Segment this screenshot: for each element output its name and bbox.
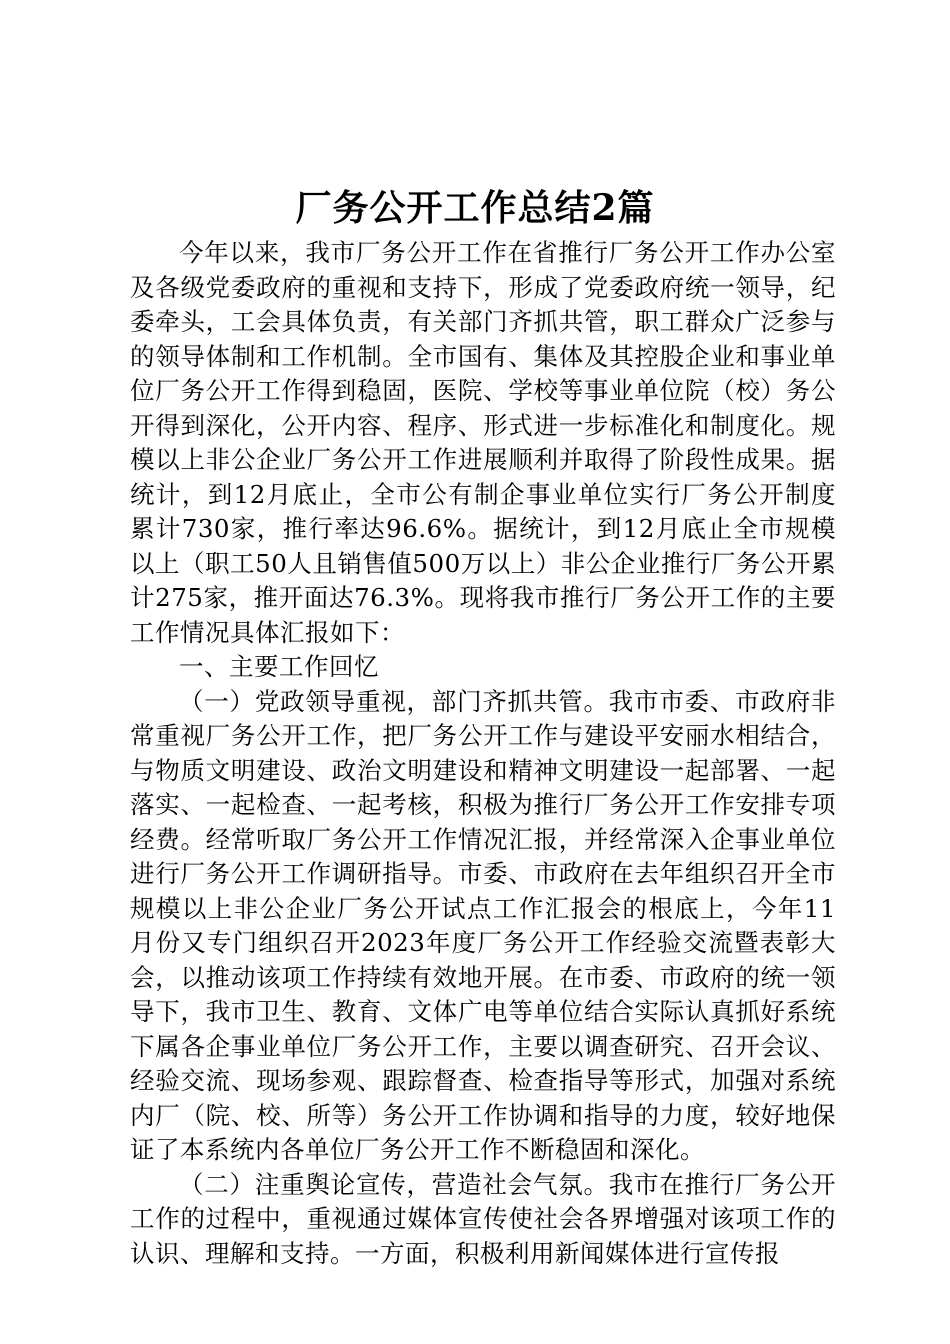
section-heading: 一、主要工作回忆: [179, 652, 379, 681]
body-paragraph: （二）注重舆论宣传，营造社会气氛。我市在推行厂务公开工作的过程中，重视通过媒体宣传使社会各界增强对该项工作的认识、理解和支持。一方面，积极利用新闻媒体进行宣传报: [130, 1169, 836, 1268]
intro-paragraph: 今年以来，我市厂务公开工作在省推行厂务公开工作办公室及各级党委政府的重视和支持下，形成了党委政府统一领导，纪委牵头，工会具体负责，有关部门齐抓共管，职工群众广泛参与的领导体制和工作机制。全市国有、集体及其控股企业和事业单位厂务公开工作得到稳固，医院、学校等事业单位院（校）务公开得到深化，公开内容、程序、形式进一步标准化和制度化。规模以上非公企业厂务公开工作进展顺利并取得了阶段性成果。据统计，到12月底止，全市公有制企事业单位实行厂务公开制度累计730家，推行率达96.6%。据统计，到12月底止全市规模以上（职工50人且销售值500万以上）非公企业推行厂务公开累计275家，推开面达76.3%。现将我市推行厂务公开工作的主要工作情况具体汇报如下：: [130, 238, 836, 647]
document-title: 厂务公开工作总结2篇: [295, 187, 655, 229]
body-paragraph: （一）党政领导重视，部门齐抓共管。我市市委、市政府非常重视厂务公开工作，把厂务公开工作与建设平安丽水相结合，与物质文明建设、政治文明建设和精神文明建设一起部署、一起落实、一起检查、一起考核，积极为推行厂务公开工作安排专项经费。经常听取厂务公开工作情况汇报，并经常深入企事业单位进行厂务公开工作调研指导。市委、市政府在去年组织召开全市规模以上非公企业厂务公开试点工作汇报会的根底上，今年11月份又专门组织召开2023年度厂务公开工作经验交流暨表彰大会，以推动该项工作持续有效地开展。在市委、市政府的统一领导下，我市卫生、教育、文体广电等单位结合实际认真抓好系统下属各企事业单位厂务公开工作，主要以调查研究、召开会议、经验交流、现场参观、跟踪督查、检查指导等形式，加强对系统内厂（院、校、所等）务公开工作协调和指导的力度，较好地保证了本系统内各单位厂务公开工作不断稳固和深化。: [130, 686, 836, 1164]
document-body: [130, 236, 836, 1271]
